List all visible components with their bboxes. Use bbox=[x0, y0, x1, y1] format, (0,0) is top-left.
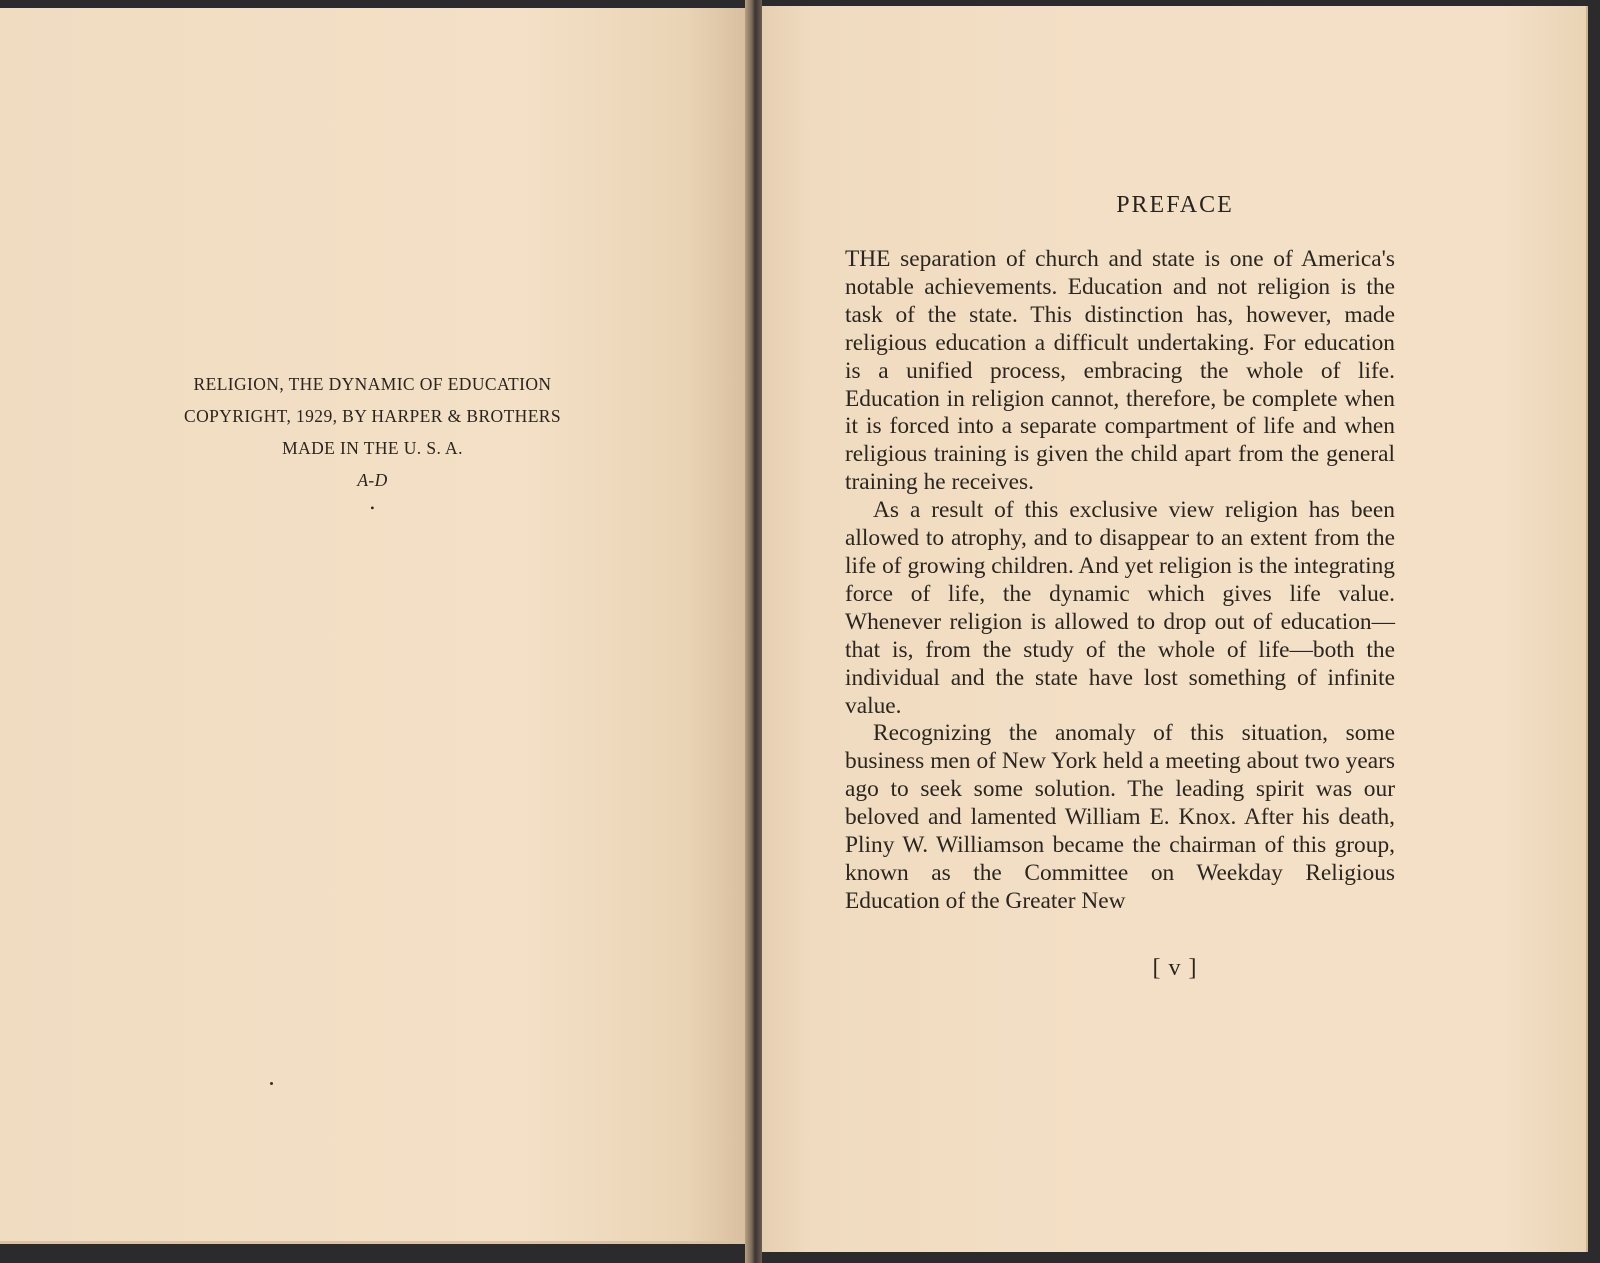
page-number: [ v ] bbox=[1152, 955, 1198, 981]
preface-body bbox=[845, 246, 1395, 916]
page-title: PREFACE bbox=[1116, 192, 1234, 218]
preface-paragraph: Recognizing the anomaly of this situation, some business men of New York held a meeting about two years ago to seek some solution. The leading spirit was our beloved and lamented William E. Knox. After his death, Pliny W. Williamson became the chairman of this group, known as the Committee on Weekday Religious Education of the Greater New bbox=[845, 720, 1395, 914]
copyright-imprint bbox=[0, 368, 745, 520]
book-gutter bbox=[745, 0, 762, 1263]
imprint-origin-line: MADE IN THE U. S. A. bbox=[282, 438, 463, 458]
preface-paragraph: As a result of this exclusive view religion has been allowed to atrophy, and to disappear to an extent from the life of growing children. And yet religion is the integrating force of life, the dynamic which gives life value. Whenever religion is allowed to drop out of education—that is, from the study of the whole of life—both the individual and the state have lost something of infinite value. bbox=[845, 497, 1395, 719]
left-page bbox=[0, 8, 745, 1244]
preface-paragraph: THE separation of church and state is one of America's notable achievements. Education and not religion is the task of the state. This distinction has, however, made religious education a difficult undertaking. For education is a unified process, embracing the whole of life. Education in religion cannot, therefore, be complete when it is forced into a separate compartment of life and when religious training is given the child apart from the general training he receives. bbox=[845, 246, 1395, 496]
imprint-mark: • bbox=[370, 501, 375, 515]
imprint-code-line: A-D bbox=[357, 470, 388, 490]
imprint-copyright-line: COPYRIGHT, 1929, BY HARPER & BROTHERS bbox=[184, 406, 561, 426]
imprint-title-line: RELIGION, THE DYNAMIC OF EDUCATION bbox=[193, 374, 552, 394]
paper-speck bbox=[270, 1082, 273, 1085]
